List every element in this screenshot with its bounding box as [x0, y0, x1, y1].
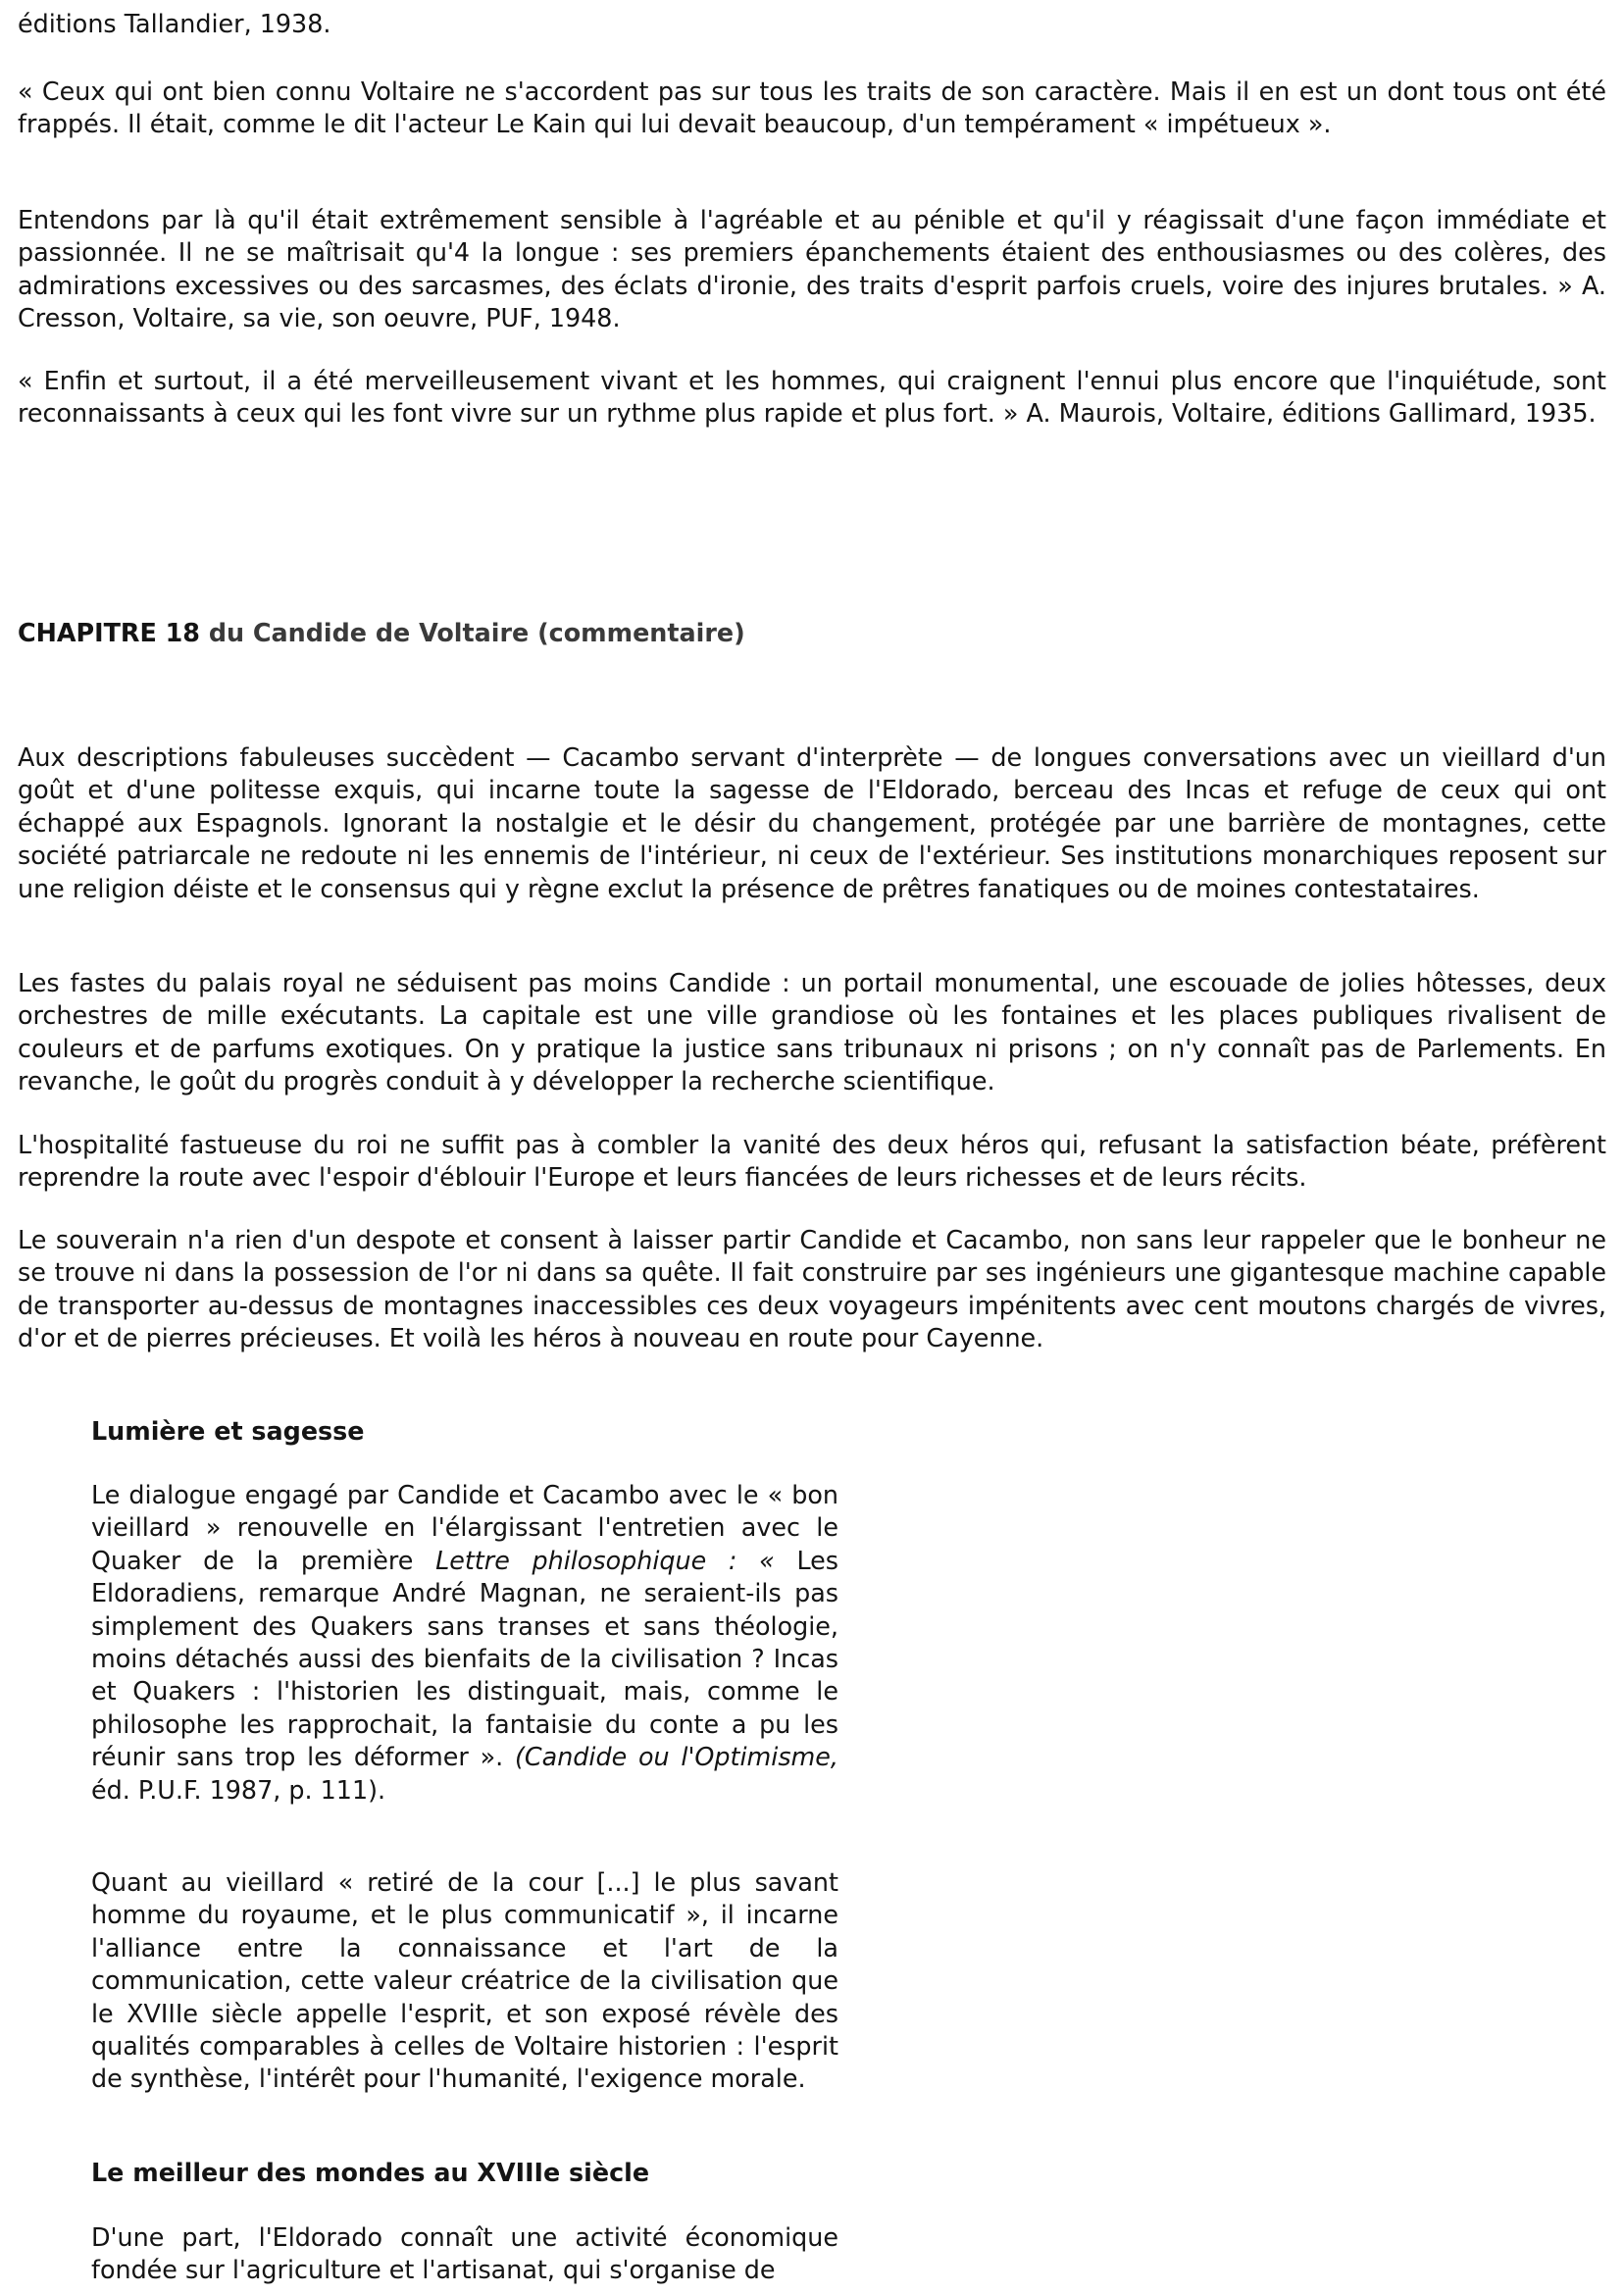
section-heading-meilleur: Le meilleur des mondes au XVIIIe siècle: [91, 2158, 650, 2187]
body-paragraph-4: Le souverain n'a rien d'un despote et consent à laisser partir Candide et Cacambo, non sans leur rappeler que le bonheur ne se trouve ni dans la possession de l'or ni dans sa quête. Il fait construire par ses ingénieurs une gigantesque machine capable de transporter au-dessus de montagnes inaccessibles ces deux voyageurs impénitents avec cent moutons chargés de vivres, d'or et de pierres précieuses. Et voilà les héros à nouveau en route pour Cayenne.: [18, 1225, 1606, 1353]
section1-p1-italic-title: Lettre philosophique : «: [435, 1545, 775, 1575]
section1-paragraph-1: [91, 1479, 838, 1807]
chapter-title-number: CHAPITRE 18: [18, 618, 200, 647]
section2-paragraph-1: D'une part, l'Eldorado connaît une activité économique fondée sur l'agriculture et l'artisanat, qui s'organise de: [91, 2222, 838, 2285]
section1-p1-text-c: éd. P.U.F. 1987, p. 111).: [91, 1774, 386, 1805]
body-paragraph-3: L'hospitalité fastueuse du roi ne suffit pas à combler la vanité des deux héros qui, refusant la satisfaction béate, préfèrent reprendre la route avec l'espoir d'éblouir l'Europe et leurs fiancées de leurs richesses et de leurs récits.: [18, 1130, 1606, 1193]
chapter-title: [18, 617, 1606, 649]
body-paragraph-2: Les fastes du palais royal ne séduisent pas moins Candide : un portail monumental, une escouade de jolies hôtesses, deux orchestres de mille exécutants. La capitale est une ville grandiose où les fontaines et les places publiques rivalisent de couleurs et de parfums exotiques. On y pratique la justice sans tribunaux ni prisons ; on n'y connaît pas de Parlements. En revanche, le goût du progrès conduit à y développer la recherche scientifique.: [18, 968, 1606, 1096]
section-heading-lumiere: Lumière et sagesse: [91, 1416, 365, 1446]
section1-p1-text-b: Les Eldoradiens, remarque André Magnan, ne seraient-ils pas simplement des Quakers sans transes et sans théologie, moins détachés aussi des bienfaits de la civilisation ? Incas et Quakers : l'historien les distinguait, mais, comme le philosophe les rapprochait, la fantaisie du conte a pu les réunir sans trop les déformer ».: [91, 1545, 839, 1772]
body-paragraph-1: Aux descriptions fabuleuses succèdent — Cacambo servant d'interprète — de longues conversations avec un vieillard d'un goût et d'une politesse exquis, qui incarne toute la sagesse de l'Eldorado, berceau des Incas et refuge de ceux qui ont échappé aux Espagnols. Ignorant la nostalgie et le désir du changement, protégée par une barrière de montagnes, cette société patriarcale ne redoute ni les ennemis de l'intérieur, ni ceux de l'extérieur. Ses institutions monarchiques reposent sur une religion déiste et le consensus qui y règne exclut la présence de prêtres fanatiques ou de moines contestataires.: [18, 742, 1606, 903]
chapter-title-text: du Candide de Voltaire (commentaire): [199, 618, 745, 647]
section1-p1-italic-ref: (Candide ou l'Optimisme,: [515, 1742, 838, 1772]
section1-p1-text-a: Le dialogue engagé par Candide et Cacambo avec le « bon vieillard » renouvelle en l'élargissant l'entretien avec le Quaker de la première: [91, 1480, 838, 1575]
intro-paragraph-3: « Enfin et surtout, il a été merveilleusement vivant et les hommes, qui craignent l'ennui plus encore que l'inquiétude, sont reconnaissants à ceux qui les font vivre sur un rythme plus rapide et plus fort. » A. Maurois, Voltaire, éditions Gallimard, 1935.: [18, 366, 1606, 429]
intro-paragraph-2: Entendons par là qu'il était extrêmement sensible à l'agréable et au pénible et qu'il y réagissait d'une façon immédiate et passionnée. Il ne se maîtrisait qu'4 la longue : ses premiers épanchements étaient des enthousiasmes ou des colères, des admirations excessives ou des sarcasmes, des éclats d'ironie, des traits d'esprit parfois cruels, voire des injures brutales. » A. Cresson, Voltaire, sa vie, son oeuvre, PUF, 1948.: [18, 205, 1606, 333]
intro-paragraph-1: « Ceux qui ont bien connu Voltaire ne s'accordent pas sur tous les traits de son caractère. Mais il en est un dont tous ont été frappés. Il était, comme le dit l'acteur Le Kain qui lui devait beaucoup, d'un tempérament « impétueux ».: [18, 76, 1606, 139]
intro-paragraph-0: éditions Tallandier, 1938.: [18, 9, 331, 38]
section1-paragraph-2: Quant au vieillard « retiré de la cour [...] le plus savant homme du royaume, et le plus communicatif », il incarne l'alliance entre la connaissance et l'art de la communication, cette valeur créatrice de la civilisation que le XVIIIe siècle appelle l'esprit, et son exposé révèle des qualités comparables à celles de Voltaire historien : l'esprit de synthèse, l'intérêt pour l'humanité, l'exigence morale.: [91, 1867, 838, 2094]
